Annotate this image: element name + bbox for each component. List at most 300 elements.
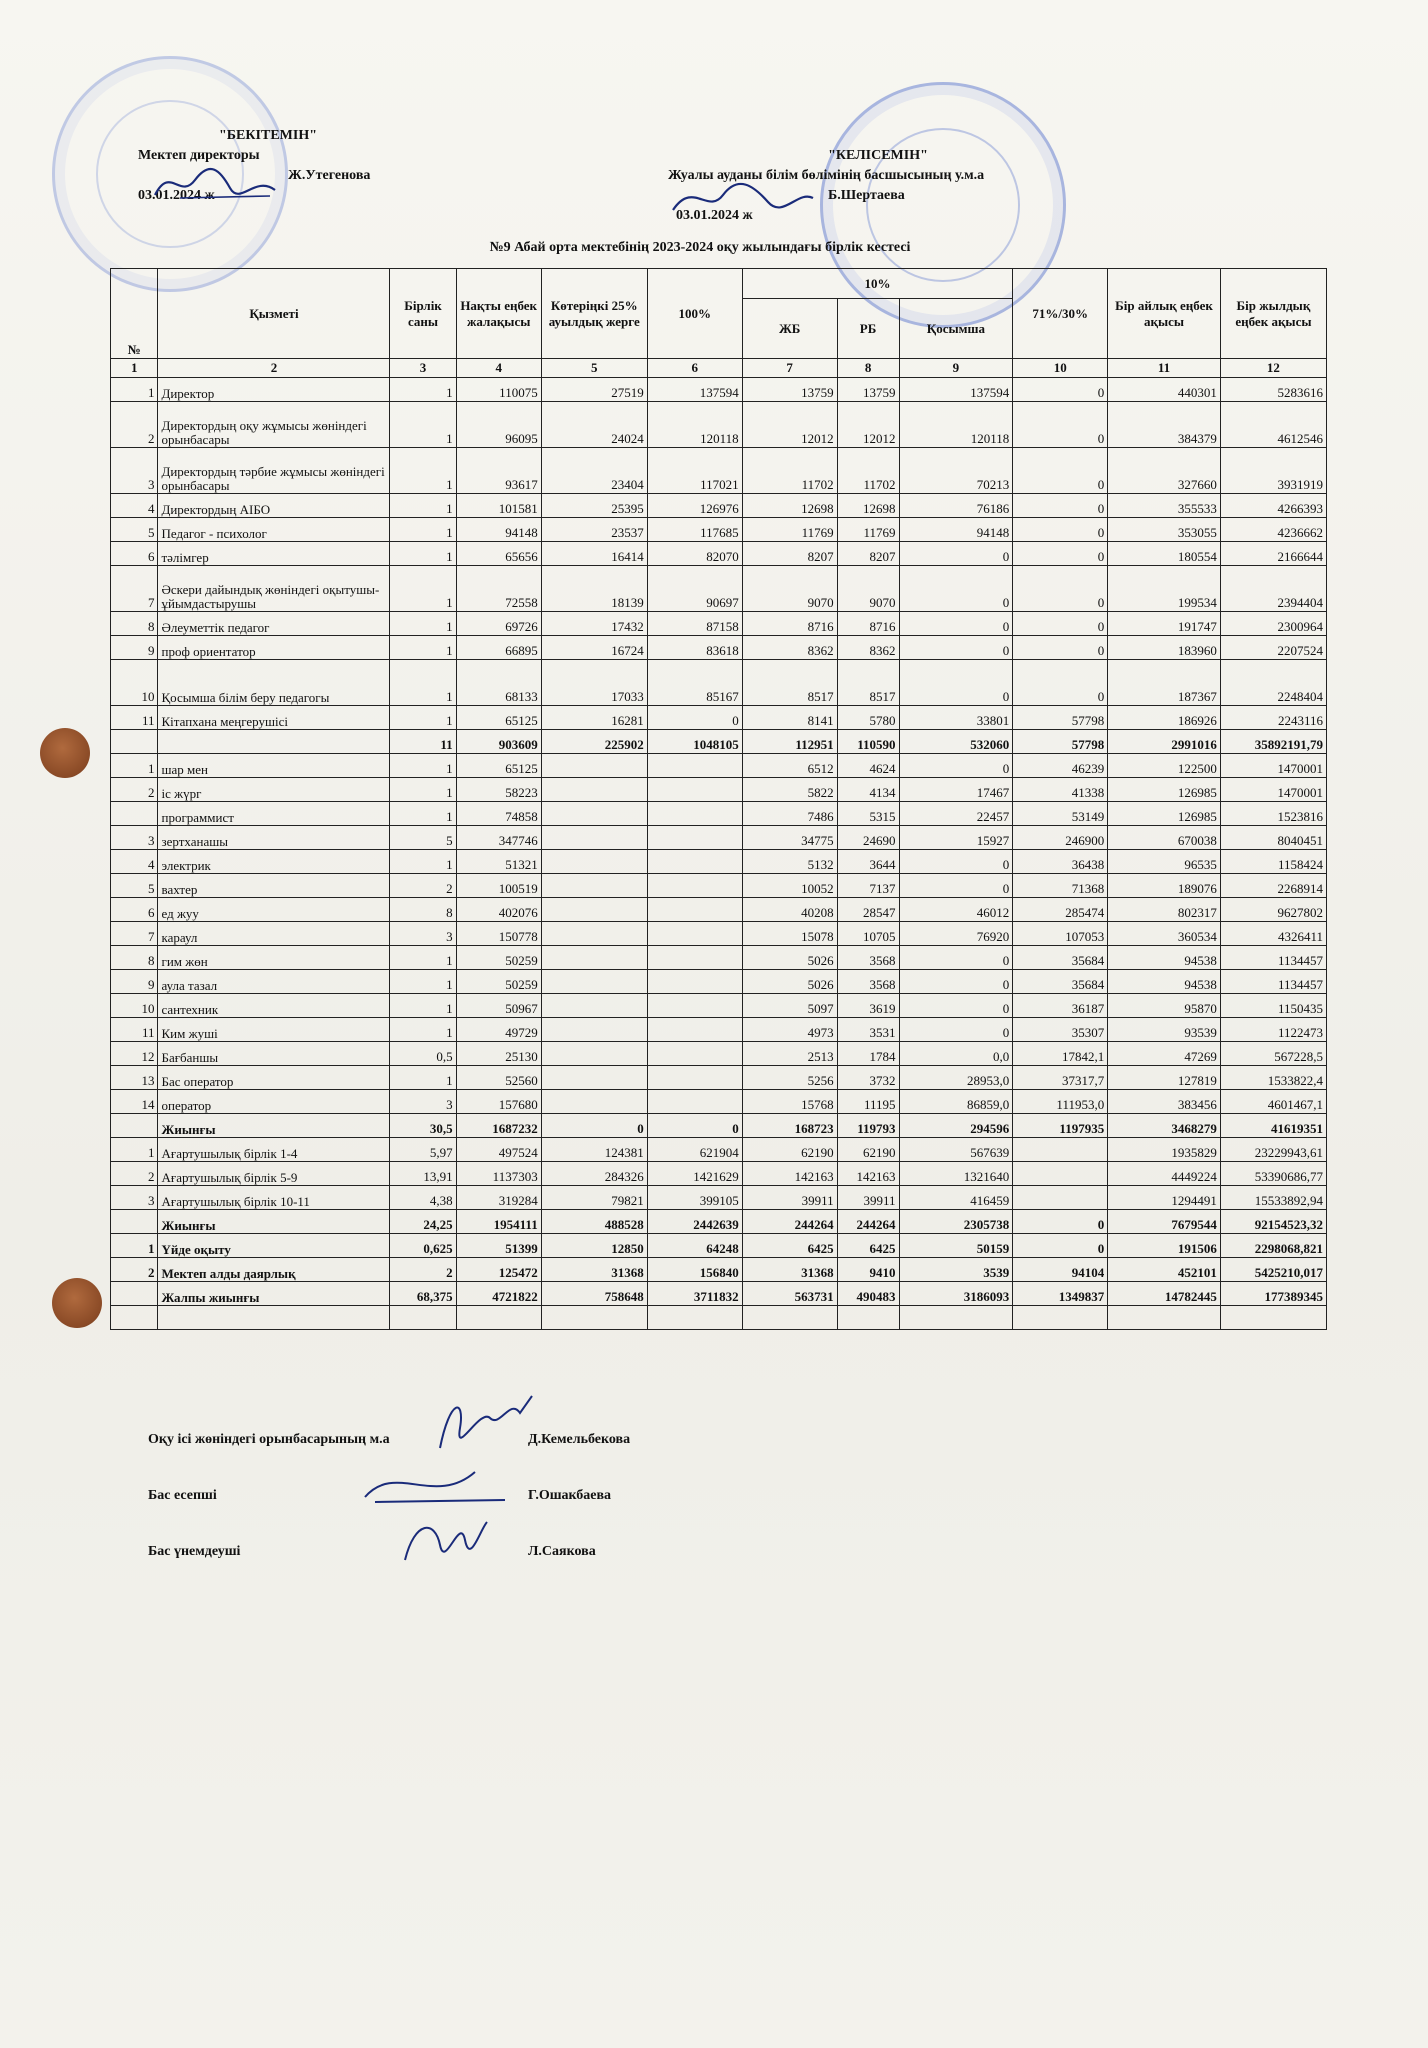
value-cell: 58223	[456, 778, 541, 802]
value-cell: 50967	[456, 994, 541, 1018]
header-actual-salary: Нақты еңбек жалақысы	[456, 269, 541, 359]
value-cell: 94538	[1108, 946, 1221, 970]
value-cell: 17033	[541, 660, 647, 706]
row-number: 4	[111, 494, 158, 518]
value-cell: 0	[1013, 660, 1108, 706]
value-cell: 68133	[456, 660, 541, 706]
value-cell: 1134457	[1220, 946, 1326, 970]
value-cell: 50159	[899, 1234, 1013, 1258]
value-cell: 11769	[837, 518, 899, 542]
table-row	[111, 1162, 1327, 1186]
position-name: зертханашы	[158, 826, 390, 850]
value-cell: 0	[1013, 566, 1108, 612]
signature-row	[148, 1534, 748, 1590]
value-cell: 3931919	[1220, 448, 1326, 494]
value-cell: 137594	[899, 378, 1013, 402]
row-number: 7	[111, 566, 158, 612]
row-number: 1	[111, 754, 158, 778]
value-cell: 2991016	[1108, 730, 1221, 754]
row-number: 5	[111, 874, 158, 898]
value-cell: 0	[1013, 448, 1108, 494]
table-row	[111, 542, 1327, 566]
value-cell: 5315	[837, 802, 899, 826]
table-row	[111, 730, 1327, 754]
value-cell	[1013, 1162, 1108, 1186]
value-cell: 3619	[837, 994, 899, 1018]
value-cell: 285474	[1013, 898, 1108, 922]
value-cell: 758648	[541, 1282, 647, 1306]
value-cell: 3568	[837, 970, 899, 994]
column-number: 12	[1220, 359, 1326, 378]
value-cell: 3531	[837, 1018, 899, 1042]
row-number: 3	[111, 448, 158, 494]
value-cell: 5097	[742, 994, 837, 1018]
table-row	[111, 850, 1327, 874]
value-cell: 74858	[456, 802, 541, 826]
value-cell: 65125	[456, 754, 541, 778]
row-number: 2	[111, 778, 158, 802]
value-cell: 567228,5	[1220, 1042, 1326, 1066]
value-cell: 4449224	[1108, 1162, 1221, 1186]
value-cell: 3539	[899, 1258, 1013, 1282]
row-number	[111, 802, 158, 826]
value-cell	[899, 1306, 1013, 1330]
value-cell: 1134457	[1220, 970, 1326, 994]
value-cell: 28953,0	[899, 1066, 1013, 1090]
table-row	[111, 494, 1327, 518]
punch-hole-top	[40, 728, 90, 778]
column-number: 10	[1013, 359, 1108, 378]
row-number	[111, 1114, 158, 1138]
value-cell: 3468279	[1108, 1114, 1221, 1138]
value-cell: 126985	[1108, 778, 1221, 802]
value-cell: 187367	[1108, 660, 1221, 706]
value-cell: 122500	[1108, 754, 1221, 778]
header-no: №	[111, 269, 158, 359]
value-cell: 124381	[541, 1138, 647, 1162]
row-number: 2	[111, 402, 158, 448]
table-row	[111, 778, 1327, 802]
value-cell: 53390686,77	[1220, 1162, 1326, 1186]
staff-table	[110, 268, 1327, 1330]
value-cell: 2442639	[647, 1210, 742, 1234]
value-cell: 1470001	[1220, 754, 1326, 778]
header-yearly: Бір жылдық еңбек ақысы	[1220, 269, 1326, 359]
row-number: 8	[111, 946, 158, 970]
value-cell: 0	[899, 874, 1013, 898]
signatures-footer	[148, 1422, 748, 1590]
value-cell: 168723	[742, 1114, 837, 1138]
value-cell: 183960	[1108, 636, 1221, 660]
value-cell: 25130	[456, 1042, 541, 1066]
value-cell: 100519	[456, 874, 541, 898]
value-cell: 4266393	[1220, 494, 1326, 518]
value-cell	[647, 802, 742, 826]
value-cell: 1	[390, 378, 456, 402]
value-cell: 157680	[456, 1090, 541, 1114]
value-cell: 4721822	[456, 1282, 541, 1306]
value-cell: 62190	[742, 1138, 837, 1162]
value-cell	[647, 1090, 742, 1114]
value-cell: 111953,0	[1013, 1090, 1108, 1114]
position-name: Әлеуметтік педагог	[158, 612, 390, 636]
signature-role: Бас есепші	[148, 1488, 217, 1503]
value-cell: 199534	[1108, 566, 1221, 612]
value-cell: 85167	[647, 660, 742, 706]
row-number: 11	[111, 706, 158, 730]
value-cell: 23537	[541, 518, 647, 542]
value-cell: 2	[390, 874, 456, 898]
header-units: Бірлік саны	[390, 269, 456, 359]
position-name: Ағартушылық бірлік 10-11	[158, 1186, 390, 1210]
value-cell: 1421629	[647, 1162, 742, 1186]
value-cell: 244264	[742, 1210, 837, 1234]
agree-heading: "КЕЛІСЕМІН"	[828, 148, 928, 163]
value-cell: 13759	[742, 378, 837, 402]
value-cell: 488528	[541, 1210, 647, 1234]
value-cell: 353055	[1108, 518, 1221, 542]
value-cell: 90697	[647, 566, 742, 612]
value-cell: 65656	[456, 542, 541, 566]
value-cell: 1	[390, 778, 456, 802]
agree-name: Б.Шертаева	[828, 188, 905, 203]
column-number: 8	[837, 359, 899, 378]
position-name: Директордың тәрбие жұмысы жөніндегі орынбасары	[158, 448, 390, 494]
value-cell	[541, 1090, 647, 1114]
value-cell: 94538	[1108, 970, 1221, 994]
value-cell: 3	[390, 1090, 456, 1114]
value-cell: 5780	[837, 706, 899, 730]
value-cell: 246900	[1013, 826, 1108, 850]
value-cell: 8	[390, 898, 456, 922]
value-cell	[647, 754, 742, 778]
value-cell	[647, 1042, 742, 1066]
value-cell: 5822	[742, 778, 837, 802]
table-row	[111, 1114, 1327, 1138]
value-cell: 1	[390, 636, 456, 660]
value-cell: 1321640	[899, 1162, 1013, 1186]
value-cell: 24024	[541, 402, 647, 448]
value-cell	[647, 994, 742, 1018]
value-cell: 1	[390, 566, 456, 612]
table-row	[111, 802, 1327, 826]
value-cell: 37317,7	[1013, 1066, 1108, 1090]
value-cell: 1	[390, 970, 456, 994]
value-cell	[541, 874, 647, 898]
value-cell: 2305738	[899, 1210, 1013, 1234]
value-cell: 3	[390, 922, 456, 946]
approve-name: Ж.Утегенова	[288, 168, 371, 183]
row-number: 1	[111, 1234, 158, 1258]
value-cell: 47269	[1108, 1042, 1221, 1066]
value-cell: 1	[390, 518, 456, 542]
value-cell	[647, 970, 742, 994]
table-row	[111, 1210, 1327, 1234]
value-cell: 670038	[1108, 826, 1221, 850]
table-row	[111, 1186, 1327, 1210]
row-number	[111, 1282, 158, 1306]
position-name: Ағартушылық бірлік 1-4	[158, 1138, 390, 1162]
value-cell: 142163	[742, 1162, 837, 1186]
value-cell: 2166644	[1220, 542, 1326, 566]
column-number: 4	[456, 359, 541, 378]
value-cell: 1	[390, 1018, 456, 1042]
value-cell: 57798	[1013, 730, 1108, 754]
value-cell: 71368	[1013, 874, 1108, 898]
value-cell: 33801	[899, 706, 1013, 730]
table-row	[111, 1042, 1327, 1066]
value-cell: 68,375	[390, 1282, 456, 1306]
position-name	[158, 730, 390, 754]
approve-role: Мектеп директоры	[138, 148, 260, 163]
value-cell: 6425	[837, 1234, 899, 1258]
value-cell: 119793	[837, 1114, 899, 1138]
column-number: 2	[158, 359, 390, 378]
value-cell: 2394404	[1220, 566, 1326, 612]
value-cell: 18139	[541, 566, 647, 612]
value-cell: 12698	[742, 494, 837, 518]
row-number: 6	[111, 898, 158, 922]
value-cell: 497524	[456, 1138, 541, 1162]
value-cell: 177389345	[1220, 1282, 1326, 1306]
table-row	[111, 1090, 1327, 1114]
value-cell: 28547	[837, 898, 899, 922]
value-cell: 8141	[742, 706, 837, 730]
value-cell: 0	[1013, 636, 1108, 660]
row-number	[111, 1210, 158, 1234]
table-row	[111, 378, 1327, 402]
column-number: 6	[647, 359, 742, 378]
value-cell: 142163	[837, 1162, 899, 1186]
value-cell: 82070	[647, 542, 742, 566]
value-cell: 127819	[1108, 1066, 1221, 1090]
value-cell: 0	[541, 1114, 647, 1138]
value-cell: 117021	[647, 448, 742, 494]
value-cell: 1	[390, 1066, 456, 1090]
value-cell: 24,25	[390, 1210, 456, 1234]
value-cell: 8362	[837, 636, 899, 660]
value-cell	[541, 1306, 647, 1330]
header-10: 10%	[742, 269, 1013, 299]
value-cell	[647, 922, 742, 946]
value-cell: 11	[390, 730, 456, 754]
value-cell: 347746	[456, 826, 541, 850]
value-cell: 225902	[541, 730, 647, 754]
value-cell: 14782445	[1108, 1282, 1221, 1306]
value-cell: 1137303	[456, 1162, 541, 1186]
value-cell: 66895	[456, 636, 541, 660]
value-cell: 93617	[456, 448, 541, 494]
table-row	[111, 826, 1327, 850]
value-cell: 1935829	[1108, 1138, 1221, 1162]
value-cell: 1533822,4	[1220, 1066, 1326, 1090]
value-cell: 23404	[541, 448, 647, 494]
table-row	[111, 1282, 1327, 1306]
value-cell: 79821	[541, 1186, 647, 1210]
value-cell: 50259	[456, 946, 541, 970]
position-name: Бағбаншы	[158, 1042, 390, 1066]
value-cell: 5425210,017	[1220, 1258, 1326, 1282]
column-number: 5	[541, 359, 647, 378]
position-name: Жиынғы	[158, 1114, 390, 1138]
row-number: 12	[111, 1042, 158, 1066]
value-cell: 49729	[456, 1018, 541, 1042]
value-cell: 15533892,94	[1220, 1186, 1326, 1210]
value-cell: 5026	[742, 970, 837, 994]
value-cell: 110590	[837, 730, 899, 754]
table-row	[111, 970, 1327, 994]
table-row	[111, 636, 1327, 660]
value-cell: 57798	[1013, 706, 1108, 730]
value-cell: 0	[899, 994, 1013, 1018]
value-cell: 40208	[742, 898, 837, 922]
value-cell: 1	[390, 946, 456, 970]
value-cell: 3568	[837, 946, 899, 970]
value-cell: 41619351	[1220, 1114, 1326, 1138]
value-cell: 72558	[456, 566, 541, 612]
value-cell: 17432	[541, 612, 647, 636]
value-cell: 5256	[742, 1066, 837, 1090]
header-position: Қызметі	[158, 269, 390, 359]
value-cell: 0	[1013, 1210, 1108, 1234]
value-cell: 0	[899, 636, 1013, 660]
value-cell: 1197935	[1013, 1114, 1108, 1138]
value-cell: 5026	[742, 946, 837, 970]
value-cell: 1784	[837, 1042, 899, 1066]
value-cell: 94148	[456, 518, 541, 542]
value-cell	[837, 1306, 899, 1330]
signature-person: Л.Саякова	[528, 1544, 596, 1559]
value-cell: 12698	[837, 494, 899, 518]
value-cell: 17467	[899, 778, 1013, 802]
signature-person: Д.Кемельбекова	[528, 1432, 631, 1447]
position-name: Үйде оқыту	[158, 1234, 390, 1258]
value-cell: 9410	[837, 1258, 899, 1282]
value-cell: 13,91	[390, 1162, 456, 1186]
value-cell: 567639	[899, 1138, 1013, 1162]
value-cell: 4973	[742, 1018, 837, 1042]
value-cell: 0	[1013, 542, 1108, 566]
value-cell: 120118	[647, 402, 742, 448]
value-cell: 101581	[456, 494, 541, 518]
value-cell: 31368	[742, 1258, 837, 1282]
value-cell	[541, 754, 647, 778]
value-cell: 51321	[456, 850, 541, 874]
position-name: Ким жуші	[158, 1018, 390, 1042]
value-cell: 1	[390, 612, 456, 636]
value-cell: 0	[899, 542, 1013, 566]
value-cell: 12012	[837, 402, 899, 448]
value-cell: 9627802	[1220, 898, 1326, 922]
value-cell: 0	[899, 850, 1013, 874]
row-number: 8	[111, 612, 158, 636]
value-cell: 35684	[1013, 946, 1108, 970]
value-cell	[541, 1042, 647, 1066]
punch-hole-bottom	[52, 1278, 102, 1328]
position-name: Педагог - психолог	[158, 518, 390, 542]
value-cell: 1294491	[1108, 1186, 1221, 1210]
value-cell: 22457	[899, 802, 1013, 826]
value-cell: 87158	[647, 612, 742, 636]
value-cell: 117685	[647, 518, 742, 542]
table-row	[111, 994, 1327, 1018]
value-cell	[647, 1066, 742, 1090]
value-cell: 35684	[1013, 970, 1108, 994]
value-cell: 156840	[647, 1258, 742, 1282]
value-cell: 402076	[456, 898, 541, 922]
value-cell: 1687232	[456, 1114, 541, 1138]
document-title: №9 Абай орта мектебінің 2023-2024 оқу жылындағы бірлік кестесі	[489, 240, 911, 255]
value-cell: 5283616	[1220, 378, 1326, 402]
value-cell: 440301	[1108, 378, 1221, 402]
value-cell	[647, 826, 742, 850]
value-cell: 3711832	[647, 1282, 742, 1306]
value-cell: 191506	[1108, 1234, 1221, 1258]
value-cell	[541, 898, 647, 922]
row-number: 10	[111, 660, 158, 706]
value-cell: 24690	[837, 826, 899, 850]
value-cell: 8517	[742, 660, 837, 706]
value-cell: 5,97	[390, 1138, 456, 1162]
row-number: 9	[111, 970, 158, 994]
value-cell: 2300964	[1220, 612, 1326, 636]
value-cell: 7137	[837, 874, 899, 898]
value-cell: 2207524	[1220, 636, 1326, 660]
value-cell: 35307	[1013, 1018, 1108, 1042]
value-cell: 1	[390, 494, 456, 518]
position-name: шар мен	[158, 754, 390, 778]
row-number: 14	[111, 1090, 158, 1114]
value-cell: 96535	[1108, 850, 1221, 874]
value-cell: 50259	[456, 970, 541, 994]
value-cell: 383456	[1108, 1090, 1221, 1114]
value-cell: 95870	[1108, 994, 1221, 1018]
value-cell: 1523816	[1220, 802, 1326, 826]
table-row	[111, 566, 1327, 612]
row-number: 4	[111, 850, 158, 874]
value-cell	[456, 1306, 541, 1330]
column-number: 3	[390, 359, 456, 378]
position-name: Әскери дайындық жөніндегі оқытушы-ұйымдастырушы	[158, 566, 390, 612]
header-100: 100%	[647, 269, 742, 359]
value-cell: 120118	[899, 402, 1013, 448]
signature-row	[148, 1478, 748, 1534]
table-row	[111, 612, 1327, 636]
value-cell: 399105	[647, 1186, 742, 1210]
value-cell	[1013, 1138, 1108, 1162]
position-name: Қосымша білім беру педагогы	[158, 660, 390, 706]
value-cell: 0	[1013, 494, 1108, 518]
value-cell: 1	[390, 754, 456, 778]
position-name: Директордың оқу жұмысы жөніндегі орынбасары	[158, 402, 390, 448]
value-cell: 34775	[742, 826, 837, 850]
position-name: іс жүрг	[158, 778, 390, 802]
position-name: Бас оператор	[158, 1066, 390, 1090]
value-cell: 1	[390, 448, 456, 494]
value-cell: 8716	[742, 612, 837, 636]
approve-block	[138, 126, 398, 206]
value-cell: 15078	[742, 922, 837, 946]
value-cell: 0	[899, 660, 1013, 706]
row-number: 6	[111, 542, 158, 566]
value-cell: 4612546	[1220, 402, 1326, 448]
approve-date: 03.01.2024 ж	[138, 188, 215, 203]
table-row	[111, 754, 1327, 778]
table-body	[111, 378, 1327, 1330]
value-cell: 17842,1	[1013, 1042, 1108, 1066]
value-cell: 8716	[837, 612, 899, 636]
value-cell: 52560	[456, 1066, 541, 1090]
